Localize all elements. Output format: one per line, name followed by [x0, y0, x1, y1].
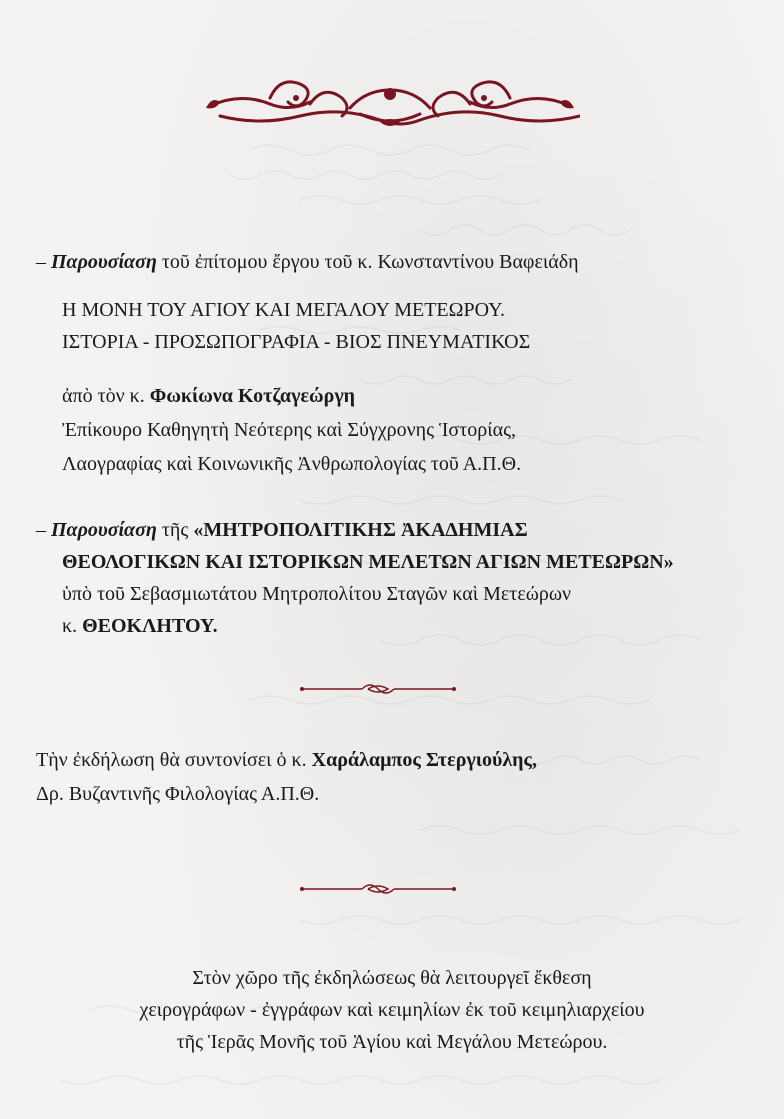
section2-heading-line	[36, 518, 528, 542]
flourish-divider-icon	[298, 681, 458, 697]
metropolitan-name-line	[62, 614, 218, 638]
metropolitan-name: ΘΕΟΚΛΗΤΟΥ.	[82, 615, 218, 637]
exhibition-line3: τῆς Ἱερᾶς Μονῆς τοῦ Ἁγίου καὶ Μεγάλου Μετεώρου.	[176, 1031, 608, 1053]
presenter-role-line2: Λαογραφίας καὶ Κοινωνικῆς Ἀνθρωπολογίας τοῦ Α.Π.Θ.	[62, 453, 522, 475]
presenter-prefix: ἀπὸ τὸν κ.	[62, 385, 150, 407]
coordinator-line	[36, 748, 537, 772]
presenter-role-line1: Ἐπίκουρο Καθηγητὴ Νεότερης καὶ Σύγχρονης Ἱστορίας,	[62, 419, 517, 441]
flourish-divider-icon	[298, 881, 458, 897]
presenter-line	[62, 384, 355, 408]
presenter-name: Φωκίωνα Κοτζαγεώργη	[149, 385, 356, 407]
section1-heading-line	[36, 250, 579, 274]
academy-presenter-line: ὑπὸ τοῦ Σεβασμιωτάτου Μητροπολίτου Σταγῶν καὶ Μετεώρων	[62, 583, 572, 605]
heading-rest: τοῦ ἐπίτομου ἔργου τοῦ κ. Κωνσταντίνου Βαφειάδη	[156, 251, 579, 273]
presentation-label: Παρουσίαση	[51, 519, 157, 541]
academy-title-line1: «ΜΗΤΡΟΠΟΛΙΤΙΚΗΣ ἈΚΑΔΗΜΙΑΣ	[193, 519, 528, 541]
dash: –	[36, 251, 46, 273]
dash: –	[36, 519, 46, 541]
scroll-ornament-icon	[200, 68, 580, 134]
name-prefix: κ.	[62, 615, 83, 637]
coordinator-name: Χαράλαμπος Στεργιούλης,	[311, 749, 537, 771]
academy-title-line2: ΘΕΟΛΟΓΙΚΩΝ ΚΑΙ ΙΣΤΟΡΙΚΩΝ ΜΕΛΕΤΩΝ ΑΓΙΩΝ ΜΕΤΕΩΡΩΝ»	[62, 551, 674, 573]
coordinator-prefix: Τὴν ἐκδήλωση θὰ συντονίσει ὁ κ.	[36, 749, 312, 771]
presentation-label: Παρουσίαση	[51, 251, 157, 273]
heading-rest: τῆς	[156, 519, 194, 541]
book-title-line1: Η ΜΟΝΗ ΤΟΥ ΑΓΙΟΥ ΚΑΙ ΜΕΓΑΛΟΥ ΜΕΤΕΩΡΟΥ.	[62, 299, 506, 321]
book-title-line2: ΙΣΤΟΡΙΑ - ΠΡΟΣΩΠΟΓΡΑΦΙΑ - ΒΙΟΣ ΠΝΕΥΜΑΤΙΚΟΣ	[62, 331, 531, 353]
coordinator-title-line: Δρ. Βυζαντινῆς Φιλολογίας Α.Π.Θ.	[36, 783, 320, 805]
exhibition-line2: χειρογράφων - ἐγγράφων καὶ κειμηλίων ἐκ τοῦ κειμηλιαρχείου	[139, 999, 645, 1021]
exhibition-line1: Στὸν χῶρο τῆς ἐκδηλώσεως θὰ λειτουργεῖ ἔκθεση	[192, 967, 592, 989]
